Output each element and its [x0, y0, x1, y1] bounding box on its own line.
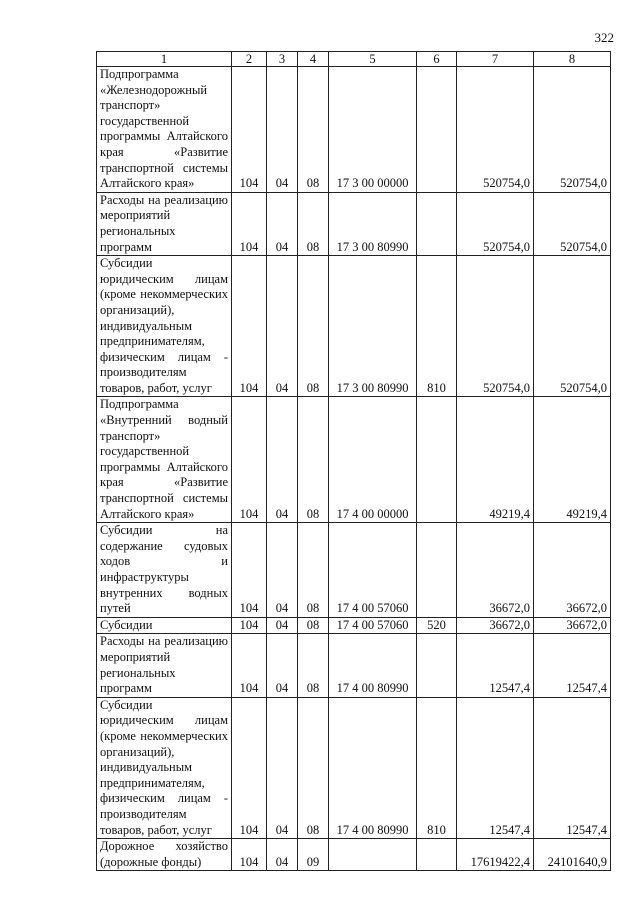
- expense-type-cell: [417, 67, 457, 193]
- amount-col8-cell: 12547,4: [534, 697, 611, 838]
- section-code-cell: 04: [267, 617, 298, 634]
- table-row: [97, 697, 611, 838]
- target-article-cell: 17 4 00 80990: [329, 697, 417, 838]
- expense-name-cell: Расходы на реализацию мероприятий региональных программ: [97, 192, 232, 255]
- amount-col8-cell: 36672,0: [534, 617, 611, 634]
- amount-col8-cell: 24101640,9: [534, 839, 611, 871]
- column-header: 5: [329, 52, 417, 67]
- expense-type-cell: 810: [417, 697, 457, 838]
- table-row: [97, 617, 611, 634]
- target-article-cell: 17 4 00 57060: [329, 523, 417, 618]
- amount-col7-cell: 17619422,4: [457, 839, 534, 871]
- column-header: 1: [97, 52, 232, 67]
- amount-col7-cell: 520754,0: [457, 67, 534, 193]
- amount-col8-cell: 12547,4: [534, 634, 611, 697]
- expense-type-cell: [417, 839, 457, 871]
- column-header: 4: [298, 52, 329, 67]
- amount-col7-cell: 36672,0: [457, 617, 534, 634]
- section-code-cell: 04: [267, 839, 298, 871]
- amount-col7-cell: 520754,0: [457, 256, 534, 397]
- table-row: [97, 192, 611, 255]
- subsection-code-cell: 08: [298, 67, 329, 193]
- ministry-code-cell: 104: [232, 192, 267, 255]
- subsection-code-cell: 08: [298, 697, 329, 838]
- section-code-cell: 04: [267, 192, 298, 255]
- table-row: [97, 634, 611, 697]
- table-row: [97, 839, 611, 871]
- ministry-code-cell: 104: [232, 634, 267, 697]
- expense-name-cell: Подпрограмма «Внутренний водный транспорт» государственной программы Алтайского края «Развитие транспортной системы Алтайского края»: [97, 397, 232, 523]
- subsection-code-cell: 08: [298, 397, 329, 523]
- section-code-cell: 04: [267, 256, 298, 397]
- amount-col7-cell: 520754,0: [457, 192, 534, 255]
- ministry-code-cell: 104: [232, 523, 267, 618]
- expense-type-cell: 810: [417, 256, 457, 397]
- amount-col8-cell: 520754,0: [534, 256, 611, 397]
- ministry-code-cell: 104: [232, 397, 267, 523]
- expense-name-cell: Субсидии юридическим лицам (кроме некоммерческих организаций), индивидуальным предпринимателям, физическим лицам - производителям товаров, работ, услуг: [97, 256, 232, 397]
- column-header: 7: [457, 52, 534, 67]
- subsection-code-cell: 08: [298, 634, 329, 697]
- amount-col7-cell: 12547,4: [457, 697, 534, 838]
- table-row: [97, 397, 611, 523]
- subsection-code-cell: 08: [298, 256, 329, 397]
- target-article-cell: 17 4 00 00000: [329, 397, 417, 523]
- ministry-code-cell: 104: [232, 617, 267, 634]
- ministry-code-cell: 104: [232, 67, 267, 193]
- expense-name-cell: Подпрограмма «Железнодорожный транспорт» государственной программы Алтайского края «Развитие транспортной системы Алтайского края»: [97, 67, 232, 193]
- expense-name-cell: Расходы на реализацию мероприятий региональных программ: [97, 634, 232, 697]
- table-row: [97, 523, 611, 618]
- page-number: 322: [594, 30, 614, 45]
- amount-col7-cell: 12547,4: [457, 634, 534, 697]
- amount-col7-cell: 49219,4: [457, 397, 534, 523]
- target-article-cell: 17 3 00 80990: [329, 192, 417, 255]
- target-article-cell: 17 3 00 00000: [329, 67, 417, 193]
- expense-type-cell: [417, 192, 457, 255]
- expense-name-cell: Субсидии на содержание судовых ходов и инфраструктуры внутренних водных путей: [97, 523, 232, 618]
- amount-col8-cell: 520754,0: [534, 67, 611, 193]
- amount-col8-cell: 520754,0: [534, 192, 611, 255]
- table-row: [97, 67, 611, 193]
- budget-table: [96, 51, 611, 871]
- section-code-cell: 04: [267, 67, 298, 193]
- section-code-cell: 04: [267, 634, 298, 697]
- expense-name-cell: Субсидии юридическим лицам (кроме некоммерческих организаций), индивидуальным предпринимателям, физическим лицам - производителям товаров, работ, услуг: [97, 697, 232, 838]
- column-header: 2: [232, 52, 267, 67]
- amount-col7-cell: 36672,0: [457, 523, 534, 618]
- expense-type-cell: [417, 634, 457, 697]
- subsection-code-cell: 08: [298, 617, 329, 634]
- target-article-cell: 17 3 00 80990: [329, 256, 417, 397]
- expense-type-cell: 520: [417, 617, 457, 634]
- column-header: 8: [534, 52, 611, 67]
- column-header: 6: [417, 52, 457, 67]
- target-article-cell: [329, 839, 417, 871]
- subsection-code-cell: 08: [298, 523, 329, 618]
- ministry-code-cell: 104: [232, 839, 267, 871]
- ministry-code-cell: 104: [232, 256, 267, 397]
- expense-name-cell: Дорожное хозяйство (дорожные фонды): [97, 839, 232, 871]
- amount-col8-cell: 36672,0: [534, 523, 611, 618]
- subsection-code-cell: 08: [298, 192, 329, 255]
- subsection-code-cell: 09: [298, 839, 329, 871]
- expense-type-cell: [417, 523, 457, 618]
- section-code-cell: 04: [267, 397, 298, 523]
- target-article-cell: 17 4 00 57060: [329, 617, 417, 634]
- target-article-cell: 17 4 00 80990: [329, 634, 417, 697]
- column-header: 3: [267, 52, 298, 67]
- ministry-code-cell: 104: [232, 697, 267, 838]
- expense-type-cell: [417, 397, 457, 523]
- table-header-row: [97, 52, 611, 67]
- expense-name-cell: Субсидии: [97, 617, 232, 634]
- section-code-cell: 04: [267, 523, 298, 618]
- amount-col8-cell: 49219,4: [534, 397, 611, 523]
- section-code-cell: 04: [267, 697, 298, 838]
- table-row: [97, 256, 611, 397]
